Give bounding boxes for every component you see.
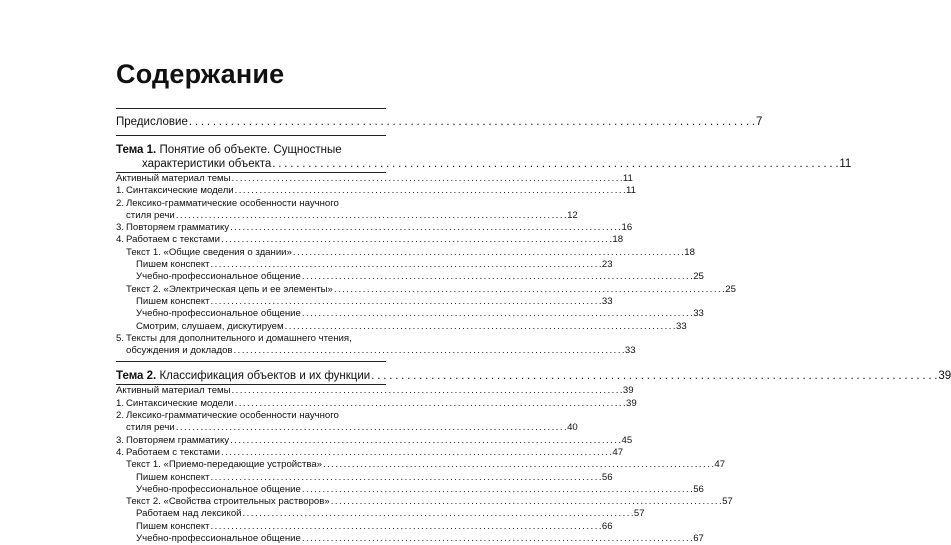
toc-entry[interactable] (116, 410, 386, 422)
toc-entry[interactable] (116, 234, 624, 246)
toc-entry-preface[interactable] (116, 115, 763, 129)
toc-page: 56 (693, 483, 704, 495)
toc-entry[interactable] (116, 295, 613, 308)
toc-page: 12 (567, 209, 578, 221)
toc-label: Активный материал темы (116, 385, 231, 397)
table-of-contents (116, 108, 951, 545)
toc-label: обсуждения и докладов (126, 345, 233, 357)
toc-page: 57 (633, 508, 645, 520)
toc-entry[interactable] (116, 246, 695, 259)
toc-label: Активный материал темы (116, 173, 231, 184)
toc-entry[interactable] (116, 271, 704, 283)
toc-leader (302, 271, 692, 283)
toc-page: 33 (601, 295, 613, 307)
toc-entry[interactable] (116, 459, 726, 471)
theme-number: Тема 2. (116, 370, 157, 383)
toc-entry[interactable] (116, 520, 613, 533)
toc-page: 56 (601, 471, 613, 483)
toc-label: Текст 1. «Общие сведения о здании» (126, 246, 292, 258)
toc-entry[interactable] (116, 471, 613, 484)
toc-leader (371, 369, 937, 383)
toc-page: 33 (675, 320, 687, 332)
item-number: 2. (116, 197, 125, 209)
toc-label: Текст 2. «Свойства строительных растворов» (126, 496, 330, 508)
toc-label: Синтаксические модели (126, 397, 234, 409)
toc-leader (331, 496, 721, 508)
toc-entry-cont[interactable] (116, 209, 578, 222)
toc-entry[interactable] (116, 333, 386, 345)
toc-page: 45 (621, 434, 633, 446)
toc-entry[interactable] (116, 173, 633, 185)
toc-entry[interactable] (116, 385, 634, 397)
toc-label: Учебно-профессиональное общение (136, 483, 301, 495)
toc-label: Пишем конспект (136, 295, 210, 307)
item-number: 4. (116, 234, 125, 246)
toc-leader (243, 508, 633, 520)
toc-entry[interactable] (116, 434, 633, 447)
toc-entry[interactable] (116, 446, 624, 459)
toc-label: Учебно-профессиональное общение (136, 308, 301, 320)
toc-page: 39 (626, 397, 637, 409)
toc-leader (176, 422, 566, 434)
toc-leader (221, 234, 611, 246)
divider (116, 361, 386, 362)
toc-leader (232, 385, 622, 397)
toc-entry[interactable] (116, 185, 636, 197)
toc-page: 11 (622, 173, 633, 184)
theme-title-cont: характеристики объекта (142, 158, 272, 170)
toc-label: Лексико-грамматические особенности научного (126, 410, 339, 422)
toc-label: Повторяем грамматику (126, 434, 230, 446)
toc-page: 18 (612, 234, 624, 246)
toc-page: 11 (626, 185, 636, 197)
toc-page: 67 (693, 533, 704, 545)
toc-entry[interactable] (116, 397, 637, 410)
toc-label: Работаем с текстами (126, 446, 221, 458)
toc-entry[interactable] (116, 508, 645, 520)
toc-label: Пишем конспект (136, 259, 210, 271)
theme-number: Тема 1. (116, 144, 157, 156)
toc-page: 25 (725, 283, 736, 295)
toc-entry[interactable] (116, 198, 386, 210)
divider (116, 135, 386, 136)
item-number: 2. (116, 410, 125, 422)
toc-label: Работаем с текстами (126, 234, 221, 246)
toc-leader (293, 247, 683, 259)
toc-entry[interactable] (116, 259, 613, 271)
item-number: 5. (116, 332, 125, 344)
divider (116, 108, 386, 109)
toc-label: Текст 1. «Приемо-передающие устройства» (126, 459, 323, 471)
toc-leader (189, 115, 755, 129)
toc-entry[interactable] (116, 308, 704, 320)
toc-page: 40 (567, 422, 578, 434)
toc-leader (211, 521, 601, 533)
toc-leader (176, 210, 566, 222)
toc-label: Предисловие (116, 116, 188, 128)
toc-leader (285, 321, 675, 333)
toc-entry[interactable] (116, 483, 704, 496)
toc-page: 33 (624, 345, 636, 357)
item-number: 3. (116, 434, 125, 446)
toc-label: Пишем конспект (136, 471, 210, 483)
toc-entry[interactable] (116, 222, 633, 234)
toc-leader (323, 459, 713, 471)
toc-label: Учебно-профессиональное общение (136, 533, 301, 545)
toc-page: 23 (601, 259, 613, 271)
toc-entry-theme-1[interactable] (116, 143, 852, 171)
toc-label: Учебно-профессиональное общение (136, 271, 301, 283)
item-number: 4. (116, 446, 125, 458)
toc-leader (230, 435, 620, 447)
toc-page: 39 (938, 370, 951, 383)
toc-page: 18 (684, 246, 695, 258)
toc-page: 39 (622, 385, 634, 397)
toc-leader (235, 185, 625, 197)
toc-entry[interactable] (116, 496, 733, 508)
toc-leader (232, 173, 622, 185)
toc-label: Работаем над лексикой (136, 508, 242, 520)
toc-leader (302, 533, 692, 545)
toc-leader (302, 484, 692, 496)
page-title: Содержание (116, 59, 285, 89)
toc-label: Повторяем грамматику (126, 222, 230, 234)
toc-entry[interactable] (116, 320, 687, 333)
toc-label: стиля речи (126, 422, 175, 434)
item-number: 1. (116, 397, 125, 409)
toc-leader (235, 398, 625, 410)
toc-leader (272, 157, 838, 171)
toc-page: 47 (612, 446, 624, 458)
toc-entry-cont[interactable] (116, 345, 636, 357)
toc-label: стиля речи (126, 209, 175, 221)
item-number: 1. (116, 185, 125, 197)
toc-leader (211, 296, 601, 308)
toc-leader (234, 345, 624, 357)
toc-entry[interactable] (116, 533, 704, 545)
toc-page: 25 (693, 271, 704, 283)
toc-page: 47 (714, 459, 726, 471)
toc-label: Синтаксические модели (126, 185, 234, 197)
toc-leader (211, 259, 601, 271)
toc-leader (221, 447, 611, 459)
toc-label: Лексико-грамматические особенности научного (126, 197, 339, 209)
toc-page: 16 (621, 222, 633, 234)
toc-page: 57 (722, 496, 733, 508)
toc-leader (230, 222, 620, 234)
theme-title: Классификация объектов и их функции (159, 370, 371, 383)
toc-leader (211, 472, 601, 484)
toc-entry-theme-2[interactable] (116, 369, 951, 383)
toc-entry-cont[interactable] (116, 422, 578, 434)
toc-label: Смотрим, слушаем, дискутируем (136, 320, 284, 332)
toc-entry[interactable] (116, 283, 736, 296)
toc-label: Пишем конспект (136, 520, 210, 532)
toc-page: 11 (839, 158, 852, 170)
toc-label: Тексты для дополнительного и домашнего чтения, (126, 332, 352, 344)
item-number: 3. (116, 222, 125, 234)
toc-leader (334, 284, 724, 296)
toc-page: 66 (601, 520, 613, 532)
toc-page: 33 (693, 308, 704, 320)
toc-page: 7 (755, 116, 763, 128)
theme-title: Понятие об объекте. Сущностные (159, 144, 342, 156)
toc-label: Текст 2. «Электрическая цепь и ее элементы» (126, 283, 333, 295)
toc-leader (302, 308, 692, 320)
